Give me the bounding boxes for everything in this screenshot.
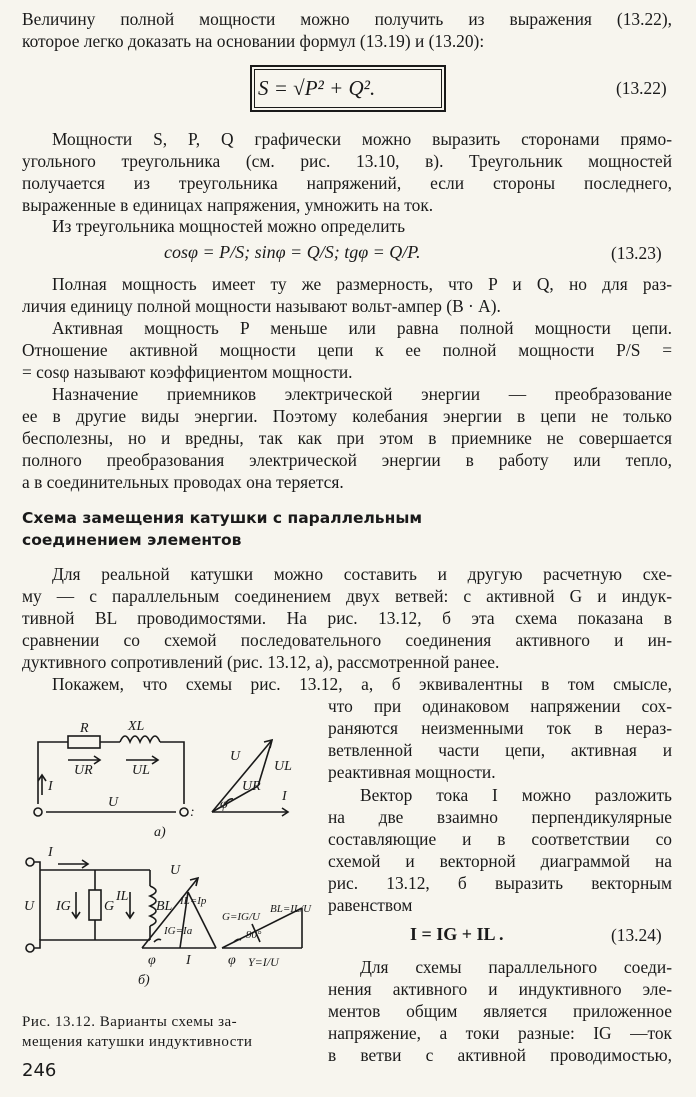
determine-line: Из треугольника мощностей можно определить — [52, 216, 406, 236]
label-UR-vec: UR — [242, 779, 261, 794]
label-phi-a: φ — [220, 797, 228, 812]
active-line-1: Активная мощность P меньше или равна полной мощности цепи. — [52, 318, 672, 338]
label-UL-vec: UL — [274, 759, 292, 774]
triangle-line-3: получается из треугольника напряжений, если стороны последнего, — [22, 173, 672, 193]
real-coil-line-5: дуктивного сопротивлений (рис. 13.12, а), рассмотренной ранее. — [22, 652, 500, 672]
label-BL: BL — [156, 899, 173, 914]
figure-caption-line-2: мещения катушки индуктивности — [22, 1034, 253, 1050]
label-I-b: I — [48, 845, 53, 860]
label-R: R — [80, 721, 89, 736]
label-I-vec-b: I — [186, 953, 191, 968]
label-U-b: U — [24, 899, 35, 914]
figure-caption-line-1: Рис. 13.12. Варианты схемы за- — [22, 1014, 238, 1030]
real-coil-line-2: му — с параллельным соединением двух ветвей: с активной G и индук- — [22, 586, 672, 606]
page-number: 246 — [22, 1060, 57, 1081]
intro-line-2: которое легко доказать на основании формул (13.19) и (13.20): — [22, 31, 485, 51]
label-BL-eq: BL=IL/U — [270, 903, 312, 915]
parallel-line-5: в ветви с активной проводимостью, — [328, 1045, 672, 1065]
purpose-line-2: ее в другие виды энергии. Поэтому колебания энергии в цепи не только — [22, 406, 672, 426]
label-Y-eq: Y=I/U — [248, 955, 279, 969]
label-IG: IG — [56, 899, 71, 914]
eq-number-13-22: (13.22) — [616, 78, 667, 98]
parallel-line-4: напряжение, а токи разные: IG —ток — [328, 1023, 672, 1043]
real-coil-line-4: сравнении со схемой последовательного соединения активного и ин- — [22, 630, 672, 650]
show-line-3: раняются неизменными ток в нераз- — [328, 718, 672, 738]
show-line-5: реактивная мощности. — [328, 762, 496, 782]
label-IL-eq: IL=Ip — [180, 895, 207, 907]
section-heading-line-2: соединением элементов — [22, 531, 242, 549]
purpose-line-3: бесполезны, но и вредны, так как при этом в приемнике не совершается — [22, 428, 672, 448]
purpose-line-5: а в соединительных проводах она теряется. — [22, 472, 344, 492]
label-G-eq: G=IG/U — [222, 911, 260, 923]
purpose-line-4: полного преобразования электрической энергии в работу или тепло, — [22, 450, 672, 470]
show-line-4: ветвленной части цепи, активная и — [328, 740, 672, 760]
parallel-line-1: Для схемы параллельного соеди- — [360, 957, 672, 977]
label-G: G — [104, 899, 115, 914]
vector-line-3: составляющие и в соответствии со — [328, 829, 672, 849]
units-line-1: Полная мощность имеет ту же размерность, что P и Q, но для раз- — [52, 274, 672, 294]
label-b: б) — [138, 973, 150, 988]
label-U-vec-b: U — [170, 863, 181, 878]
label-colon: : — [190, 805, 195, 820]
label-XL: XL — [128, 719, 145, 734]
label-IG-eq: IG=Ia — [164, 925, 193, 937]
triangle-line-2: угольного треугольника (см. рис. 13.10, в). Треугольник мощностей — [22, 151, 672, 171]
label-UL: UL — [132, 763, 150, 778]
vector-line-5: рис. 13.12, б выразить векторным — [328, 873, 672, 893]
eq-number-13-24: (13.24) — [611, 925, 662, 945]
triangle-line-1: Мощности S, P, Q графически можно выразить сторонами прямо- — [52, 129, 672, 149]
real-coil-line-1: Для реальной катушки можно составить и другую расчетную схе- — [52, 564, 672, 584]
intro-line-1: Величину полной мощности можно получить из выражения (13.22), — [22, 9, 672, 29]
vector-line-2: на две взаимно перпендикулярные — [328, 807, 672, 827]
label-UR: UR — [74, 763, 93, 778]
show-line-2: что при одинаковом напряжении сох- — [328, 696, 672, 716]
figure-13-12-a — [20, 700, 320, 850]
formula-13-22: S = √P² + Q². — [258, 76, 376, 100]
purpose-line-1: Назначение приемников электрической энергии — преобразование — [52, 384, 672, 404]
label-U-vec: U — [230, 749, 241, 764]
label-a: а) — [154, 825, 166, 840]
triangle-line-4: выраженные в единицах напряжения, умножить на ток. — [22, 195, 434, 215]
units-line-2: личия единицу полной мощности называют вольт-ампер (В · А). — [22, 296, 501, 316]
label-phi-b2: φ — [228, 953, 236, 968]
active-line-3: = cosφ называют коэффициентом мощности. — [22, 362, 353, 382]
vector-line-6: равенством — [328, 895, 413, 915]
label-U-a: U — [108, 795, 119, 810]
label-angle-90: 90° — [246, 929, 262, 941]
show-line-1: Покажем, что схемы рис. 13.12, а, б эквивалентны в том смысле, — [52, 674, 672, 694]
eq-number-13-23: (13.23) — [611, 243, 662, 263]
resistor-R — [68, 736, 100, 748]
vector-line-4: схемой и векторной диаграммой на — [328, 851, 672, 871]
formula-13-24: I = IG + IL . — [410, 924, 504, 944]
active-line-2: Отношение активной мощности цепи к ее полной мощности P/S = — [22, 340, 672, 360]
formula-13-23: cosφ = P/S; sinφ = Q/S; tgφ = Q/P. — [164, 242, 421, 262]
figure-13-12-b — [20, 845, 320, 1002]
label-I-a: I — [48, 779, 53, 794]
parallel-line-2: нения активного и индуктивного эле- — [328, 979, 672, 999]
real-coil-line-3: тивной BL проводимостями. На рис. 13.12, б эта схема показана в — [22, 608, 672, 628]
label-I-vec: I — [282, 789, 287, 804]
label-IL: IL — [116, 889, 129, 904]
vector-line-1: Вектор тока I можно разложить — [360, 785, 672, 805]
label-phi-b1: φ — [148, 953, 156, 968]
section-heading-line-1: Схема замещения катушки с параллельным — [22, 509, 423, 527]
parallel-line-3: ментов общим является приложенное — [328, 1001, 672, 1021]
